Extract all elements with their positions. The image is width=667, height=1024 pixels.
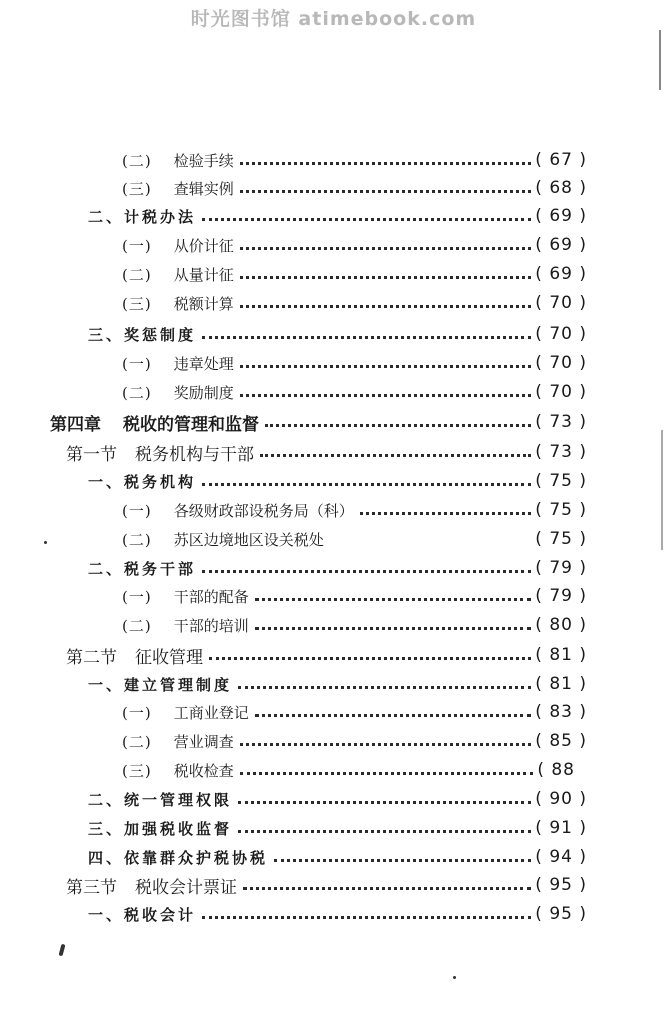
toc-entry-page: ( 79 ) (535, 586, 587, 606)
toc-entry-number: (一) (122, 501, 152, 520)
toc-entry[interactable] (88, 202, 587, 230)
toc-entry[interactable] (122, 349, 587, 377)
toc-entry[interactable] (122, 496, 587, 524)
toc-entry-title: 从价计征 (173, 236, 234, 255)
dot-leader (240, 394, 532, 397)
watermark-text: 时光图书馆 atimebook.com (190, 8, 477, 30)
toc-entry-number: 第三节 (66, 877, 117, 898)
toc-entry-number: (二) (122, 732, 152, 751)
toc-entry-page: ( 88 (537, 760, 575, 780)
dot-leader (202, 336, 531, 339)
toc-entry-title: 统一管理权限 (124, 790, 233, 809)
toc-entry[interactable] (122, 378, 587, 406)
toc-entry-page: ( 79 ) (535, 558, 587, 578)
toc-entry[interactable] (122, 146, 587, 174)
toc-entry-page: ( 70 ) (535, 324, 587, 344)
toc-entry-title: 干部的配备 (173, 587, 249, 606)
dot-leader (265, 424, 531, 427)
dot-leader (240, 772, 534, 775)
toc-entry-number: 二、 (88, 207, 125, 226)
toc-entry-number: (三) (122, 761, 152, 780)
toc-entry-page: ( 91 ) (535, 818, 587, 838)
toc-entry-number: (二) (122, 265, 152, 284)
toc-entry-title: 税收的管理和监督 (123, 414, 259, 435)
toc-entry-title: 依靠群众护税协税 (124, 848, 269, 867)
toc-entry-number: 一、 (88, 905, 125, 924)
dot-leader (238, 686, 531, 689)
toc-entry-title: 征收管理 (135, 647, 203, 668)
toc-entry-page: ( 83 ) (535, 702, 587, 722)
toc-entry[interactable] (88, 670, 587, 698)
ink-speck (44, 541, 47, 544)
toc-entry-page: ( 68 ) (535, 178, 587, 198)
dot-leader (330, 541, 532, 544)
toc-entry-title: 各级财政部设税务局（科） (173, 501, 354, 520)
dot-leader (240, 365, 532, 368)
toc-entry-page: ( 75 ) (535, 500, 587, 520)
toc-entry-title: 税收检查 (173, 761, 234, 780)
toc-entry-number: (二) (122, 151, 152, 170)
toc-entry[interactable] (122, 525, 587, 553)
toc-entry[interactable] (88, 320, 587, 348)
toc-entry-page: ( 81 ) (535, 674, 587, 694)
dot-leader (260, 454, 531, 457)
dot-leader (238, 830, 531, 833)
toc-entry-page: ( 94 ) (535, 847, 587, 867)
toc-entry-title: 建立管理制度 (124, 675, 233, 694)
toc-entry[interactable] (122, 756, 587, 784)
toc-entry-title: 营业调查 (173, 732, 234, 751)
toc-entry[interactable] (122, 727, 587, 755)
toc-entry-page: ( 69 ) (535, 235, 587, 255)
dot-leader (255, 598, 532, 601)
toc-entry-section[interactable] (66, 871, 587, 899)
toc-entry-section[interactable] (66, 438, 587, 466)
dot-leader (255, 714, 532, 717)
toc-entry-page: ( 80 ) (535, 615, 587, 635)
scan-edge-mark (661, 430, 663, 550)
toc-entry-title: 税收会计 (124, 905, 197, 924)
toc-entry-title: 检验手续 (173, 151, 234, 170)
toc-entry-page: ( 69 ) (535, 264, 587, 284)
toc-entry[interactable] (122, 174, 587, 202)
toc-entry-title: 税收会计票证 (135, 877, 237, 898)
dot-leader (274, 859, 531, 862)
dot-leader (360, 512, 532, 515)
dot-leader (238, 801, 531, 804)
toc-entry-title: 税额计算 (173, 294, 234, 313)
dot-leader (240, 743, 532, 746)
toc-entry-number: 三、 (88, 325, 125, 344)
toc-entry-title: 违章处理 (173, 354, 234, 373)
toc-entry[interactable] (88, 467, 587, 495)
dot-leader (202, 483, 531, 486)
toc-entry-number: 第一节 (66, 444, 117, 465)
toc-entry-page: ( 69 ) (535, 206, 587, 226)
toc-entry-page: ( 70 ) (535, 293, 587, 313)
toc-entry-page: ( 90 ) (535, 789, 587, 809)
toc-entry-title: 工商业登记 (173, 703, 249, 722)
toc-entry-number: (一) (122, 703, 152, 722)
toc-entry-number: 二、 (88, 559, 125, 578)
dot-leader (240, 276, 532, 279)
toc-entry-title: 苏区边境地区设关税处 (173, 530, 324, 549)
dot-leader (240, 305, 532, 308)
toc-entry-title: 奖惩制度 (124, 325, 197, 344)
toc-entry-page: ( 75 ) (535, 471, 587, 491)
toc-entry[interactable] (122, 582, 587, 610)
toc-entry-page: ( 95 ) (535, 875, 587, 895)
scan-edge-mark (659, 30, 661, 90)
toc-entry-number: 第二节 (66, 647, 117, 668)
toc-entry[interactable] (88, 900, 587, 928)
ink-speck (59, 944, 66, 957)
dot-leader (240, 190, 532, 193)
dot-leader (243, 887, 531, 890)
toc-entry[interactable] (122, 260, 587, 288)
toc-entry-title: 税务干部 (124, 559, 197, 578)
toc-entry[interactable] (88, 843, 587, 871)
toc-entry-page: ( 73 ) (535, 412, 587, 432)
toc-entry-chapter[interactable] (50, 408, 587, 436)
ink-speck (453, 976, 456, 979)
dot-leader (202, 570, 531, 573)
toc-entry-page: ( 67 ) (535, 150, 587, 170)
toc-entry-page: ( 95 ) (535, 904, 587, 924)
toc-entry-page: ( 70 ) (535, 382, 587, 402)
toc-entry-title: 干部的培训 (173, 616, 249, 635)
toc-entry-title: 加强税收监督 (124, 819, 233, 838)
toc-entry-number: 第四章 (50, 414, 101, 435)
toc-entry-title: 查辑实例 (173, 179, 234, 198)
toc-entry-number: 一、 (88, 472, 125, 491)
toc-entry-number: (二) (122, 616, 152, 635)
toc-entry-title: 计税办法 (124, 207, 197, 226)
toc-entry[interactable] (122, 231, 587, 259)
toc-entry-number: (三) (122, 294, 152, 313)
toc-entry-number: 三、 (88, 819, 125, 838)
toc-entry[interactable] (122, 289, 587, 317)
toc-entry-page: ( 85 ) (535, 731, 587, 751)
toc-entry-number: 一、 (88, 675, 125, 694)
toc-entry-number: 二、 (88, 790, 125, 809)
dot-leader (209, 657, 531, 660)
toc-entry-number: (一) (122, 354, 152, 373)
toc-entry[interactable] (88, 785, 587, 813)
toc-entry-section[interactable] (66, 641, 587, 669)
toc-entry-number: (三) (122, 179, 152, 198)
toc-entry-title: 税务机构与干部 (135, 444, 254, 465)
toc-entry-number: (二) (122, 530, 152, 549)
toc-entry[interactable] (122, 611, 587, 639)
toc-entry-number: (一) (122, 236, 152, 255)
toc-entry[interactable] (122, 698, 587, 726)
toc-entry-number: 四、 (88, 848, 125, 867)
toc-entry-page: ( 75 ) (535, 529, 587, 549)
dot-leader (240, 247, 532, 250)
toc-entry[interactable] (88, 554, 587, 582)
toc-entry-title: 税务机构 (124, 472, 197, 491)
dot-leader (202, 218, 531, 221)
toc-entry-page: ( 81 ) (535, 645, 587, 665)
toc-entry-number: (一) (122, 587, 152, 606)
toc-entry-title: 奖励制度 (173, 383, 234, 402)
toc-entry-number: (二) (122, 383, 152, 402)
dot-leader (255, 627, 532, 630)
toc-entry-page: ( 70 ) (535, 353, 587, 373)
toc-entry[interactable] (88, 814, 587, 842)
toc-entry-title: 从量计征 (173, 265, 234, 284)
toc-entry-page: ( 73 ) (535, 442, 587, 462)
dot-leader (202, 916, 531, 919)
dot-leader (240, 162, 532, 165)
